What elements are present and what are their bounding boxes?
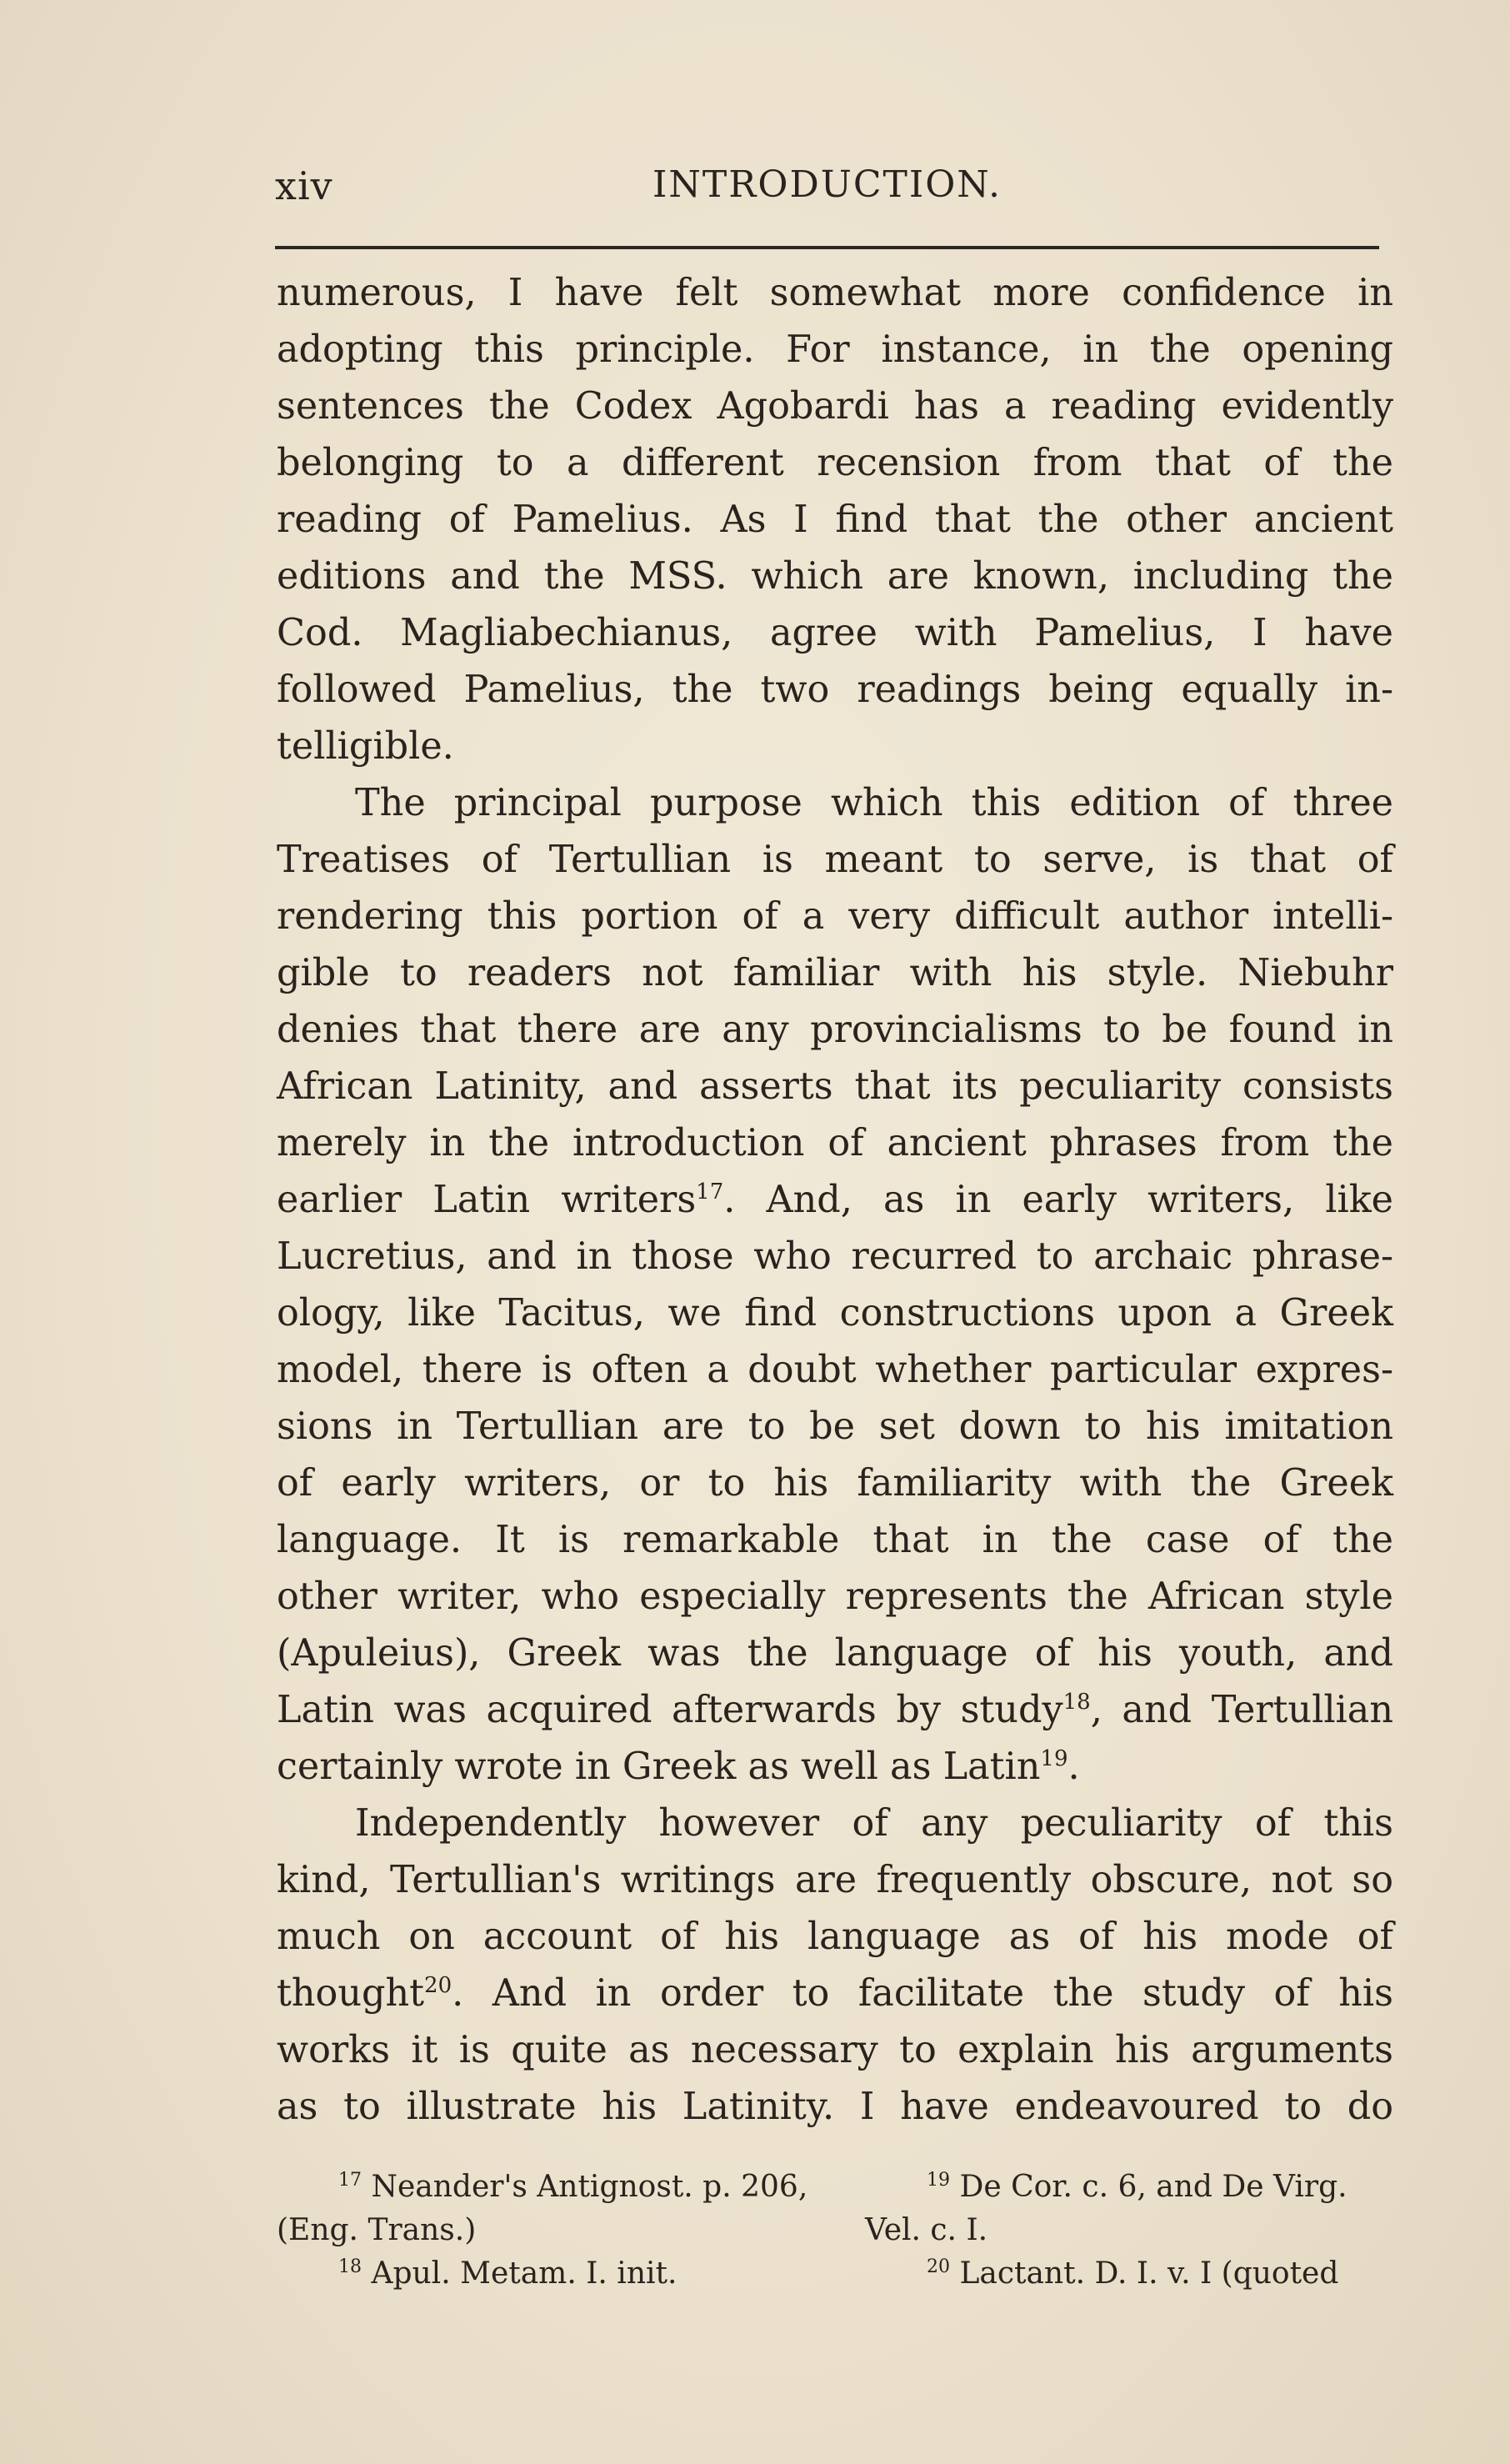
text-line: gible to readers not familiar with his style. Niebuhr: [277, 952, 1393, 994]
page-header: [275, 163, 1379, 222]
text-line: (Apuleius), Greek was the language of his youth, and: [277, 1632, 1393, 1675]
text-line: sentences the Codex Agobardi has a reading evidently: [277, 385, 1393, 428]
footnote-ref-17[interactable]: 17: [696, 1179, 724, 1205]
text-line: merely in the introduction of ancient phrases from the: [277, 1122, 1393, 1164]
footnote-column-left: [277, 2166, 827, 2296]
text-fragment: thought: [277, 1972, 425, 2015]
text-line: as to illustrate his Latinity. I have endeavoured to do: [277, 2086, 1393, 2128]
footnote-ref-19[interactable]: 19: [1040, 1746, 1068, 1772]
text-line: other writer, who especially represents the African style: [277, 1575, 1393, 1618]
text-fragment: . And in order to facilitate the study of his: [452, 1972, 1393, 2015]
footnote-18: [277, 2252, 827, 2296]
text-line: Lucretius, and in those who recurred to archaic phrase-: [277, 1235, 1393, 1278]
text-line: denies that there are any provincialisms to be found in: [277, 1009, 1393, 1051]
text-fragment: certainly wrote in Greek as well as Latin: [277, 1745, 1041, 1788]
text-line: numerous, I have felt somewhat more confidence in: [277, 272, 1393, 314]
text-line: much on account of his language as of his mode of: [277, 1916, 1393, 1958]
footnote-ref-18[interactable]: 18: [1062, 1690, 1091, 1715]
footnote-19: [865, 2166, 1393, 2209]
text-fragment: earlier Latin writers: [277, 1179, 697, 1221]
text-line: model, there is often a doubt whether particular expres-: [277, 1349, 1393, 1391]
text-line: [277, 1172, 1393, 1229]
text-line: sions in Tertullian are to be set down to his imitation: [277, 1405, 1393, 1448]
text-line: followed Pamelius, the two readings being equally in-: [277, 669, 1393, 711]
text-line: adopting this principle. For instance, in the opening: [277, 328, 1393, 371]
text-line: reading of Pamelius. As I find that the other ancient: [277, 498, 1393, 541]
text-line: rendering this portion of a very difficult author intelli-: [277, 895, 1393, 938]
text-line: Cod. Magliabechianus, agree with Pamelius, I have: [277, 612, 1393, 654]
text-line: [277, 1682, 1393, 1739]
text-fragment: , and Tertullian: [1090, 1689, 1393, 1731]
text-fragment: Latin was acquired afterwards by study: [277, 1689, 1063, 1731]
text-fragment: . And, as in early writers, like: [723, 1179, 1393, 1221]
footnote-19-cont: Vel. c. I.: [865, 2213, 988, 2247]
text-line: belonging to a different recension from that of the: [277, 442, 1393, 484]
text-line: [277, 1966, 1393, 2022]
footnote-mark: 19: [927, 2170, 950, 2191]
text-line: Independently however of any peculiarity of this: [355, 1802, 1393, 1845]
text-fragment: .: [1068, 1745, 1080, 1788]
footnote-17: [277, 2166, 827, 2209]
footnote-mark: 18: [338, 2256, 362, 2277]
footnote-text: Lactant. D. I. v. I (quoted: [959, 2256, 1339, 2291]
page-number: xiv: [275, 163, 333, 208]
footnote-text: Apul. Metam. I. init.: [371, 2256, 678, 2291]
footnote-text: De Cor. c. 6, and De Virg.: [959, 2170, 1348, 2204]
text-line: The principal purpose which this edition of three: [355, 782, 1393, 824]
text-line: ology, like Tacitus, we find constructions upon a Greek: [277, 1292, 1393, 1335]
text-line: kind, Tertullian's writings are frequently obscure, not so: [277, 1859, 1393, 1901]
text-line: works it is quite as necessary to explain his arguments: [277, 2029, 1393, 2071]
text-line: editions and the MSS. which are known, including the: [277, 555, 1393, 598]
text-line: African Latinity, and asserts that its peculiarity consists: [277, 1065, 1393, 1108]
text-line: telligible.: [277, 725, 454, 768]
footnote-mark: 20: [927, 2256, 950, 2277]
footnote-ref-20[interactable]: 20: [424, 1973, 452, 1999]
footnote-column-right: [865, 2166, 1393, 2296]
body-text: [277, 265, 1393, 2136]
text-line: language. It is remarkable that in the case of the: [277, 1519, 1393, 1561]
footnote-text: Neander's Antignost. p. 206,: [371, 2170, 808, 2204]
text-line: Treatises of Tertullian is meant to serve, is that of: [277, 839, 1393, 881]
text-line: of early writers, or to his familiarity with the Greek: [277, 1462, 1393, 1505]
running-title: INTRODUCTION.: [652, 163, 1002, 206]
footnote-20: [865, 2252, 1393, 2296]
header-rule: [275, 246, 1379, 249]
text-line: [277, 1739, 1393, 1795]
footnote-17-cont: (Eng. Trans.): [277, 2213, 477, 2247]
footnote-mark: 17: [338, 2170, 362, 2191]
